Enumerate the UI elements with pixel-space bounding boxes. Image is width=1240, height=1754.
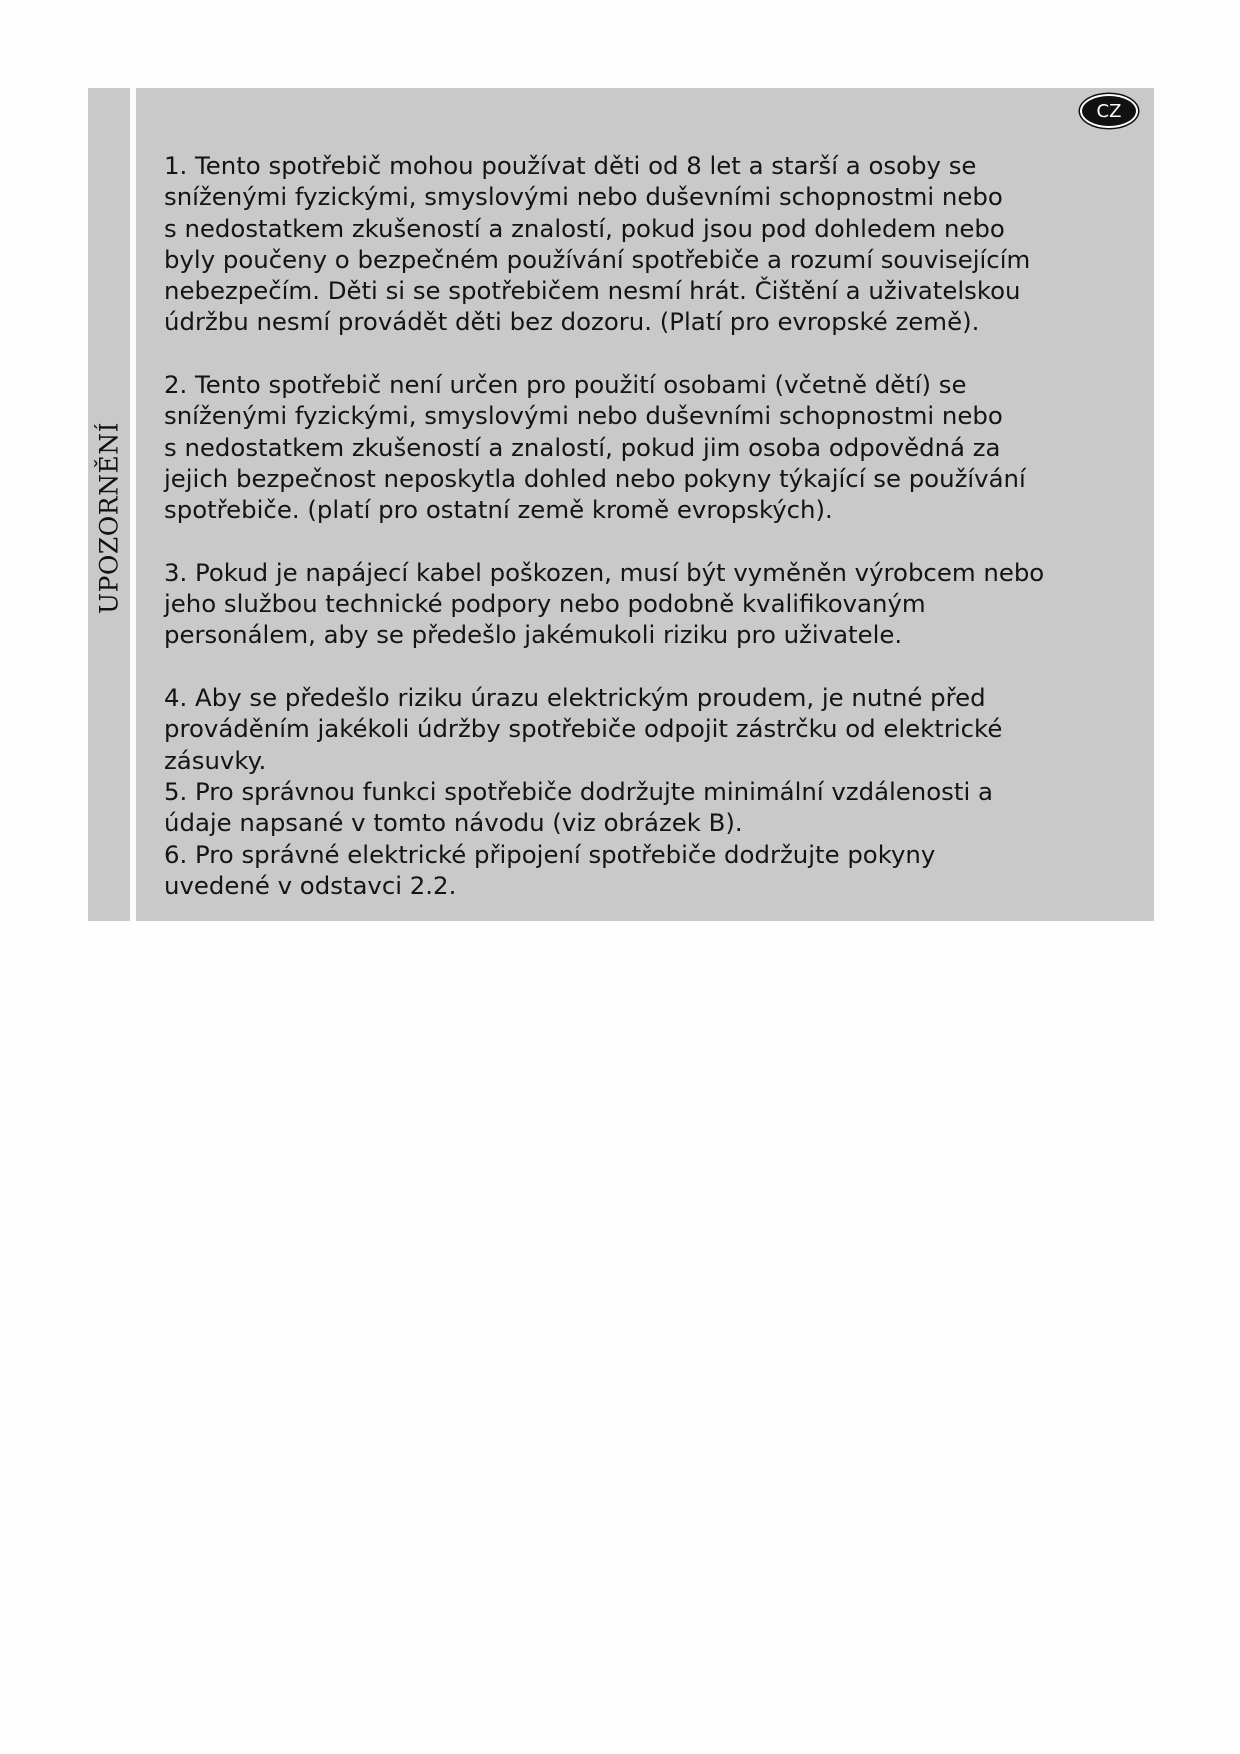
text-line: sníženými fyzickými, smyslovými nebo duševními schopnostmi nebo: [164, 182, 1003, 212]
text-line: 6. Pro správné elektrické připojení spotřebiče dodržujte pokyny: [164, 839, 936, 869]
text-line: 3. Pokud je napájecí kabel poškozen, musí být vyměněn výrobcem nebo: [164, 557, 1045, 587]
section-title: UPOZORNĚNÍ: [94, 422, 124, 614]
text-line: 5. Pro správnou funkci spotřebiče dodržujte minimální vzdálenosti a: [164, 776, 993, 806]
text-line: 1. Tento spotřebič mohou používat děti od 8 let a starší a osoby se: [164, 151, 977, 180]
warning-item-3: [164, 557, 1154, 651]
text-line: 2. Tento spotřebič není určen pro použití osobami (včetně dětí) se: [164, 370, 967, 400]
text-line: údaje napsané v tomto návodu (viz obrázek B).: [164, 808, 743, 838]
language-badge: [1080, 94, 1138, 128]
text-line: 4. Aby se předešlo riziku úrazu elektrickým proudem, je nutné před: [164, 683, 986, 713]
paragraph-gap: [164, 526, 1154, 557]
text-line: jejich bezpečnost neposkytla dohled nebo pokyny týkající se používání: [164, 463, 1026, 493]
text-line: byly poučeny o bezpečném používání spotřebiče a rozumí souvisejícím: [164, 244, 1031, 274]
warning-item-4: [164, 682, 1154, 776]
warning-list: [164, 150, 1154, 901]
text-line: s nedostatkem zkušeností a znalostí, pokud jim osoba odpovědná za: [164, 432, 1001, 462]
warning-item-1: [164, 150, 1154, 338]
text-line: s nedostatkem zkušeností a znalostí, pokud jsou pod dohledem nebo: [164, 213, 1005, 243]
text-line: uvedené v odstavci 2.2.: [164, 870, 457, 900]
text-line: jeho službou technické podpory nebo podobně kvalifikovaným: [164, 589, 926, 619]
text-line: prováděním jakékoli údržby spotřebiče odpojit zástrčku od elektrické: [164, 714, 1003, 744]
text-line: údržbu nesmí provádět děti bez dozoru. (Platí pro evropské země).: [164, 307, 980, 337]
language-code: CZ: [1096, 101, 1122, 122]
text-line: zásuvky.: [164, 745, 267, 775]
paragraph-gap: [164, 338, 1154, 369]
text-line: personálem, aby se předešlo jakémukoli riziku pro uživatele.: [164, 620, 903, 650]
warning-item-2: [164, 369, 1154, 525]
text-line: nebezpečím. Děti si se spotřebičem nesmí hrát. Čištění a uživatelskou: [164, 276, 1021, 306]
text-line: spotřebiče. (platí pro ostatní země kromě evropských).: [164, 495, 833, 525]
warning-item-5: [164, 776, 1154, 839]
warning-item-6: [164, 839, 1154, 902]
text-line: sníženými fyzickými, smyslovými nebo duševními schopnostmi nebo: [164, 401, 1003, 431]
paragraph-gap: [164, 651, 1154, 682]
